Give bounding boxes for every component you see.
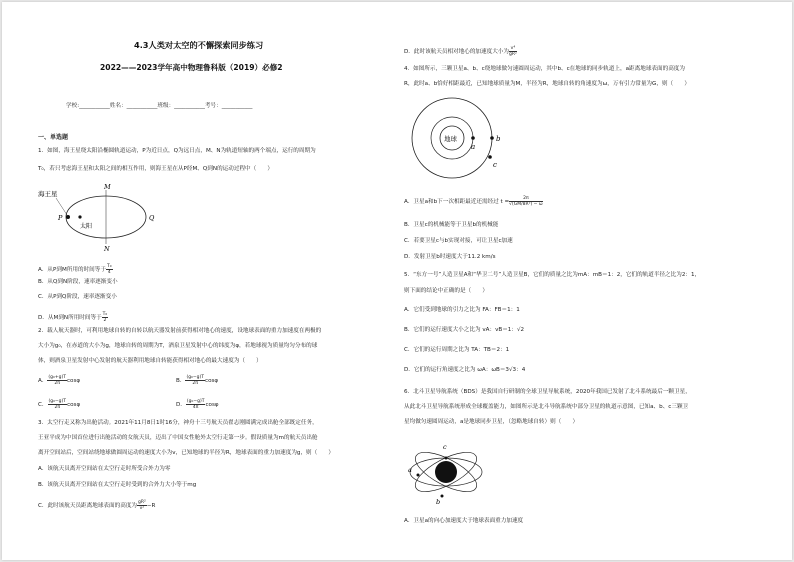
satellite-c — [445, 457, 448, 460]
q4-option-c: C．若要卫星c与b实现对接，可让卫星c加速 — [404, 238, 513, 244]
q1-option-c: C．从P到Q阶段，速率逐渐变小 — [38, 294, 117, 300]
q4-option-a: A．卫星a和b下一次相距最近还需经过 t = $\frac{2\pi}{\text{√(GM/8R³) − ω}}$ — [404, 196, 543, 207]
section-heading: 一、单选题 — [38, 134, 69, 141]
q3-option-c: C．此时该航天员距离地球表面的高度为 $\frac{\text{gR²}}{\text{v²}}$ −R — [38, 500, 156, 511]
label-a: a — [471, 143, 476, 151]
page-title: 4.3人类对太空的不懈探索同步练习 — [134, 40, 264, 50]
beidou-orbit-diagram — [406, 436, 486, 506]
q6-option-a: A．卫星a的向心加速度大于地球表面重力加速度 — [404, 518, 524, 524]
q4-stem-line2: R，此时a、b恰好相距最近，已知地球质量为M，半径为R，地球自转的角速度为ω，万有引力常量为G，则（ ） — [404, 81, 690, 87]
satellite-b — [441, 495, 444, 498]
q2-option-b: B． $\frac{\text{(g₀−g)T}}{2\pi}$ cosφ — [176, 375, 219, 386]
q1-option-d: D．从M到N所用时间等于 $\frac{\text{T₀}}{2}$ — [38, 312, 108, 323]
earth-label: 地球 — [444, 135, 457, 143]
q3-stem-line3: 离开空间站后，空间站绕地球做圆周运动的速度大小为v，已知地球的半径为R，地球表面的重力加速度为g，则（ ） — [38, 450, 335, 456]
satellite-a — [417, 474, 420, 477]
q2-stem-line1: 2．载人航天器时，可利用地球自转的自转以航天器发射前获得相对地心的速度，设地球表面的重力加速度在两极的 — [38, 328, 322, 334]
q1-stem-line1: 1．如图，海王星绕太阳沿椭圆轨道运动，P为近日点，Q为远日点，M、N为轨道短轴的两个端点，运行的周期为 — [38, 148, 316, 154]
q5-option-b: B．它们的运行速度大小之比为 vA：vB＝1：√2 — [404, 327, 525, 333]
satellite-c — [488, 155, 492, 159]
satellite-b — [490, 136, 494, 140]
q5-option-c: C．它们的运行周期之比为 TA：TB＝2：1 — [404, 347, 510, 353]
satellite-a — [471, 136, 475, 140]
earth-disk — [435, 461, 457, 483]
q2-option-d: D． $\frac{\text{(g₀−g)T}}{4\pi}$ cosφ — [176, 399, 219, 410]
q5-stem-line1: 5．“东方一号”人造卫星A和“华卫二号”人造卫星B，它们的质量之比为mA：mB＝1：2，它们的轨道半径之比为2：1， — [404, 272, 701, 278]
q1-stem-line2: T₀，若只考虑海王星和太阳之间的相互作用，则海王星在从P经M、Q到N的运动过程中（ ） — [38, 166, 274, 172]
label-b: b — [436, 498, 441, 506]
q3-option-d: D．此时该航天员相对地心的加速度大小为 $\frac{\text{v⁴}}{\text{gR²}}$ — [404, 46, 517, 57]
sun-label: 太阳 — [80, 223, 93, 230]
q1-option-b: B．从Q到N阶段，速率逐渐变小 — [38, 279, 118, 285]
page-subtitle: 2022——2023学年高中物理鲁科版（2019）必修2 — [100, 63, 283, 72]
q1-option-a: A．从P到M所用的时间等于 $\frac{\text{T₀}}{4}$ — [38, 264, 112, 275]
q5-stem-line2: 则下面的结论中正确的是（ ） — [404, 288, 488, 294]
satellite-orbit-diagram — [408, 94, 508, 186]
q2-option-a: A． $\frac{\text{(g₀+g)T}}{2\pi}$ cosφ — [38, 375, 81, 386]
q3-option-a: A．该航天员离开空间站在太空行走时所受合外力为零 — [38, 466, 171, 472]
label-M: M — [104, 183, 111, 191]
label-Q: Q — [149, 214, 155, 222]
student-info-line: 学校:___________姓名：___________班级：___________考号：___________ — [66, 103, 253, 109]
q2-option-c: C． $\frac{\text{(g₀−g)T}}{2\pi}$ cosφ — [38, 399, 81, 410]
exam-page — [2, 2, 792, 560]
label-P: P — [58, 214, 63, 222]
q5-option-a: A．它们受到地球的引力之比为 FA：FB＝1：1 — [404, 307, 520, 313]
q4-option-d: D．发射卫星b时速度大于11.2 km/s — [404, 254, 496, 260]
q3-option-b: B．该航天员离开空间站在太空行走时受到的合外力大小等于mg — [38, 482, 197, 488]
q2-stem-line2: 大小为g₀，在赤道的大小为g，地球自转的周期为T，酒泉卫星发射中心的纬度为φ，若地球视为质量均匀分布的球 — [38, 343, 318, 349]
label-a: a — [408, 466, 412, 474]
neptune-orbit-diagram — [36, 182, 166, 252]
q5-option-d: D．它们的运行角速度之比为 ωA：ωB＝3√3：4 — [404, 367, 526, 373]
q2-stem-line3: 体，则酒泉卫星发射中心发射的航天器利用地球自转能获得相对地心的最大速度为（ ） — [38, 358, 262, 364]
q4-stem-line1: 4．如图所示，三颗卫星a、b、c绕地球做匀速圆周运动，其中b、c在地球的同步轨道上，a距离地球表面的高度为 — [404, 66, 685, 72]
q3-stem-line2: 王亚平成为中国首位进行出舱活动的女航天员，迈出了中国女性舱外太空行走第一步。假设质量为m的航天员出舱 — [38, 435, 318, 441]
sun-point — [78, 215, 81, 218]
neptune-label: 海王星 — [38, 190, 58, 198]
label-c: c — [443, 443, 447, 451]
label-N: N — [104, 245, 110, 252]
q6-stem-line2: 从此北斗卫星导航系统形成全球覆盖能力，如图所示是北斗导航系统中部分卫星的轨道示意图，已知a、b、c三颗卫 — [404, 404, 689, 410]
q6-stem-line3: 星均做匀速圆周运动，a是地球同步卫星，（忽略地球自转）则（ ） — [404, 419, 579, 425]
q4-option-b: B．卫星c的机械能等于卫星b的机械能 — [404, 222, 499, 228]
q3-stem-line1: 3．太空行走又称为出舱活动。2021年11月8日1时16分，神舟十三号航天员翟志刚圆满完成出舱全部既定任务， — [38, 420, 318, 426]
q6-stem-line1: 6．北斗卫星导航系统（BDS）是我国自行研制的全球卫星导航系统，2020年我国已发射了北斗系统最后一颗卫星， — [404, 389, 691, 395]
neptune-point — [66, 215, 70, 219]
label-b: b — [496, 135, 501, 143]
label-c: c — [493, 161, 497, 169]
